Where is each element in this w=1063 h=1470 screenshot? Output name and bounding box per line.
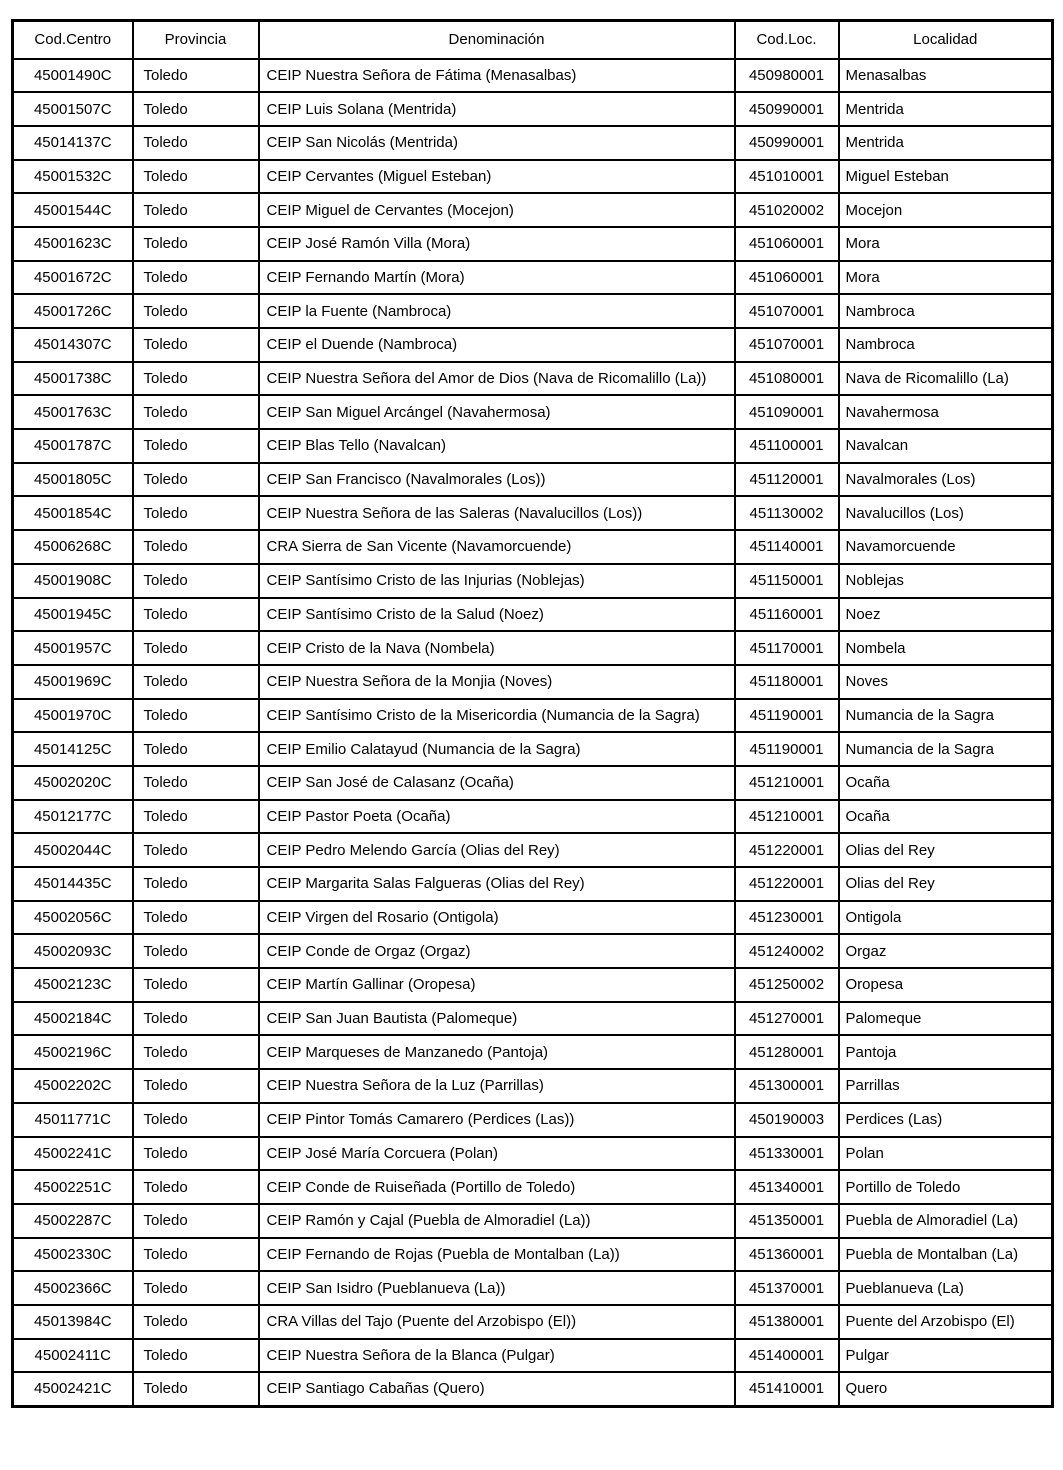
- table-cell-denominacion: CEIP Nuestra Señora del Amor de Dios (Nava de Ricomalillo (La)): [259, 362, 735, 396]
- table-cell-denominacion: CEIP Cristo de la Nava (Nombela): [259, 631, 735, 665]
- table-cell-cod_centro: 45001726C: [13, 294, 133, 328]
- table-cell-denominacion: CEIP Ramón y Cajal (Puebla de Almoradiel (La)): [259, 1204, 735, 1238]
- table-cell-cod_centro: 45002251C: [13, 1170, 133, 1204]
- table-cell-denominacion: CEIP Nuestra Señora de Fátima (Menasalbas): [259, 59, 735, 93]
- table-cell-cod_loc: 451060001: [735, 227, 839, 261]
- table-cell-denominacion: CEIP la Fuente (Nambroca): [259, 294, 735, 328]
- table-cell-cod_loc: 451010001: [735, 160, 839, 194]
- table-row: [13, 429, 1053, 463]
- table-cell-provincia: Toledo: [133, 227, 259, 261]
- table-cell-denominacion: CEIP San Isidro (Pueblanueva (La)): [259, 1271, 735, 1305]
- table-cell-provincia: Toledo: [133, 160, 259, 194]
- table-cell-cod_centro: 45012177C: [13, 800, 133, 834]
- table-cell-cod_loc: 451210001: [735, 766, 839, 800]
- table-cell-cod_loc: 451140001: [735, 530, 839, 564]
- table-cell-cod_loc: 451410001: [735, 1372, 839, 1406]
- table-cell-cod_loc: 451270001: [735, 1002, 839, 1036]
- table-row: [13, 160, 1053, 194]
- table-row: [13, 665, 1053, 699]
- table-cell-cod_centro: 45001854C: [13, 496, 133, 530]
- table-cell-provincia: Toledo: [133, 766, 259, 800]
- table-cell-localidad: Mora: [839, 261, 1053, 295]
- table-cell-provincia: Toledo: [133, 732, 259, 766]
- table-cell-localidad: Navamorcuende: [839, 530, 1053, 564]
- table-cell-cod_loc: 451240002: [735, 934, 839, 968]
- table-cell-denominacion: CEIP Pintor Tomás Camarero (Perdices (Las)): [259, 1103, 735, 1137]
- document-page: [11, 19, 1054, 1408]
- table-cell-localidad: Olias del Rey: [839, 833, 1053, 867]
- table-cell-cod_centro: 45002421C: [13, 1372, 133, 1406]
- table-cell-denominacion: CEIP Conde de Ruiseñada (Portillo de Toledo): [259, 1170, 735, 1204]
- table-cell-denominacion: CEIP Nuestra Señora de la Blanca (Pulgar): [259, 1339, 735, 1373]
- table-cell-cod_loc: 451070001: [735, 294, 839, 328]
- table-cell-provincia: Toledo: [133, 934, 259, 968]
- table-cell-cod_centro: 45001969C: [13, 665, 133, 699]
- table-cell-provincia: Toledo: [133, 1204, 259, 1238]
- table-cell-provincia: Toledo: [133, 1170, 259, 1204]
- table-cell-provincia: Toledo: [133, 867, 259, 901]
- table-row: [13, 732, 1053, 766]
- table-cell-cod_loc: 451230001: [735, 901, 839, 935]
- table-cell-cod_centro: 45001490C: [13, 59, 133, 93]
- table-cell-localidad: Numancia de la Sagra: [839, 699, 1053, 733]
- table-cell-cod_loc: 451300001: [735, 1069, 839, 1103]
- table-row: [13, 699, 1053, 733]
- table-cell-denominacion: CEIP Santísimo Cristo de la Misericordia (Numancia de la Sagra): [259, 699, 735, 733]
- table-row: [13, 463, 1053, 497]
- table-cell-localidad: Mocejon: [839, 193, 1053, 227]
- table-cell-cod_loc: 451130002: [735, 496, 839, 530]
- table-cell-provincia: Toledo: [133, 1137, 259, 1171]
- table-row: [13, 1170, 1053, 1204]
- table-cell-denominacion: CEIP Nuestra Señora de las Saleras (Navalucillos (Los)): [259, 496, 735, 530]
- table-cell-cod_centro: 45002196C: [13, 1035, 133, 1069]
- table-cell-denominacion: CEIP José Ramón Villa (Mora): [259, 227, 735, 261]
- table-cell-denominacion: CEIP Fernando Martín (Mora): [259, 261, 735, 295]
- table-cell-cod_loc: 451080001: [735, 362, 839, 396]
- table-cell-cod_loc: 451070001: [735, 328, 839, 362]
- table-cell-localidad: Nombela: [839, 631, 1053, 665]
- table-cell-localidad: Navalucillos (Los): [839, 496, 1053, 530]
- table-cell-localidad: Mentrida: [839, 92, 1053, 126]
- table-cell-cod_loc: 451060001: [735, 261, 839, 295]
- table-cell-cod_loc: 450990001: [735, 92, 839, 126]
- table-cell-cod_centro: 45001738C: [13, 362, 133, 396]
- table-row: [13, 193, 1053, 227]
- table-cell-provincia: Toledo: [133, 598, 259, 632]
- table-row: [13, 294, 1053, 328]
- table-cell-denominacion: CEIP Conde de Orgaz (Orgaz): [259, 934, 735, 968]
- table-cell-provincia: Toledo: [133, 395, 259, 429]
- table-cell-localidad: Puente del Arzobispo (El): [839, 1305, 1053, 1339]
- table-cell-denominacion: CEIP Margarita Salas Falgueras (Olias del Rey): [259, 867, 735, 901]
- table-cell-denominacion: CEIP Santísimo Cristo de la Salud (Noez): [259, 598, 735, 632]
- table-cell-cod_centro: 45002093C: [13, 934, 133, 968]
- table-cell-localidad: Navalcan: [839, 429, 1053, 463]
- table-row: [13, 564, 1053, 598]
- table-cell-provincia: Toledo: [133, 59, 259, 93]
- table-cell-provincia: Toledo: [133, 564, 259, 598]
- table-cell-denominacion: CEIP Miguel de Cervantes (Mocejon): [259, 193, 735, 227]
- table-cell-provincia: Toledo: [133, 463, 259, 497]
- table-cell-localidad: Ontigola: [839, 901, 1053, 935]
- table-row: [13, 1035, 1053, 1069]
- table-cell-cod_centro: 45001672C: [13, 261, 133, 295]
- table-row: [13, 833, 1053, 867]
- table-cell-provincia: Toledo: [133, 1372, 259, 1406]
- table-cell-localidad: Quero: [839, 1372, 1053, 1406]
- table-cell-provincia: Toledo: [133, 1069, 259, 1103]
- table-cell-cod_centro: 45001544C: [13, 193, 133, 227]
- table-cell-provincia: Toledo: [133, 294, 259, 328]
- table-cell-cod_centro: 45002184C: [13, 1002, 133, 1036]
- table-row: [13, 1103, 1053, 1137]
- table-cell-provincia: Toledo: [133, 833, 259, 867]
- table-cell-cod_loc: 451350001: [735, 1204, 839, 1238]
- table-cell-cod_centro: 45001763C: [13, 395, 133, 429]
- table-cell-denominacion: CEIP Martín Gallinar (Oropesa): [259, 968, 735, 1002]
- table-cell-cod_centro: 45011771C: [13, 1103, 133, 1137]
- table-cell-cod_centro: 45001970C: [13, 699, 133, 733]
- table-cell-cod_centro: 45014307C: [13, 328, 133, 362]
- table-row: [13, 126, 1053, 160]
- table-row: [13, 934, 1053, 968]
- table-cell-cod_loc: 450190003: [735, 1103, 839, 1137]
- table-cell-denominacion: CEIP Emilio Calatayud (Numancia de la Sagra): [259, 732, 735, 766]
- table-cell-provincia: Toledo: [133, 429, 259, 463]
- table-row: [13, 1137, 1053, 1171]
- table-cell-localidad: Mentrida: [839, 126, 1053, 160]
- table-cell-denominacion: CEIP Pastor Poeta (Ocaña): [259, 800, 735, 834]
- table-cell-cod_centro: 45002330C: [13, 1238, 133, 1272]
- table-cell-denominacion: CRA Sierra de San Vicente (Navamorcuende): [259, 530, 735, 564]
- table-cell-localidad: Navalmorales (Los): [839, 463, 1053, 497]
- table-row: [13, 1002, 1053, 1036]
- table-cell-provincia: Toledo: [133, 1103, 259, 1137]
- table-cell-cod_loc: 451020002: [735, 193, 839, 227]
- table-cell-localidad: Puebla de Montalban (La): [839, 1238, 1053, 1272]
- table-cell-cod_centro: 45014125C: [13, 732, 133, 766]
- table-cell-cod_loc: 451170001: [735, 631, 839, 665]
- table-row: [13, 1372, 1053, 1406]
- column-header-provincia: Provincia: [133, 21, 259, 59]
- table-cell-cod_loc: 451370001: [735, 1271, 839, 1305]
- table-cell-cod_centro: 45013984C: [13, 1305, 133, 1339]
- table-cell-localidad: Menasalbas: [839, 59, 1053, 93]
- table-cell-cod_centro: 45001805C: [13, 463, 133, 497]
- table-row: [13, 1271, 1053, 1305]
- table-cell-cod_centro: 45001787C: [13, 429, 133, 463]
- table-row: [13, 631, 1053, 665]
- column-header-denominacion: Denominación: [259, 21, 735, 59]
- table-cell-provincia: Toledo: [133, 968, 259, 1002]
- table-row: [13, 1204, 1053, 1238]
- table-cell-denominacion: CEIP Luis Solana (Mentrida): [259, 92, 735, 126]
- table-cell-provincia: Toledo: [133, 1271, 259, 1305]
- table-cell-cod_loc: 451180001: [735, 665, 839, 699]
- table-row: [13, 766, 1053, 800]
- table-cell-denominacion: CEIP San José de Calasanz (Ocaña): [259, 766, 735, 800]
- column-header-cod_loc: Cod.Loc.: [735, 21, 839, 59]
- table-cell-cod_centro: 45001957C: [13, 631, 133, 665]
- table-cell-cod_loc: 451340001: [735, 1170, 839, 1204]
- table-cell-cod_centro: 45001623C: [13, 227, 133, 261]
- table-cell-localidad: Nambroca: [839, 328, 1053, 362]
- table-cell-denominacion: CEIP Blas Tello (Navalcan): [259, 429, 735, 463]
- table-cell-localidad: Palomeque: [839, 1002, 1053, 1036]
- table-cell-localidad: Pueblanueva (La): [839, 1271, 1053, 1305]
- table-row: [13, 395, 1053, 429]
- table-cell-localidad: Nava de Ricomalillo (La): [839, 362, 1053, 396]
- table-row: [13, 968, 1053, 1002]
- table-cell-cod_loc: 451100001: [735, 429, 839, 463]
- table-header-row: [13, 21, 1053, 59]
- table-row: [13, 92, 1053, 126]
- table-cell-localidad: Noez: [839, 598, 1053, 632]
- table-cell-cod_centro: 45002044C: [13, 833, 133, 867]
- table-cell-provincia: Toledo: [133, 800, 259, 834]
- table-cell-localidad: Puebla de Almoradiel (La): [839, 1204, 1053, 1238]
- table-cell-localidad: Parrillas: [839, 1069, 1053, 1103]
- table-row: [13, 867, 1053, 901]
- table-cell-cod_centro: 45006268C: [13, 530, 133, 564]
- table-cell-localidad: Pulgar: [839, 1339, 1053, 1373]
- table-cell-denominacion: CEIP Nuestra Señora de la Monjia (Noves): [259, 665, 735, 699]
- table-row: [13, 362, 1053, 396]
- table-cell-provincia: Toledo: [133, 1238, 259, 1272]
- column-header-localidad: Localidad: [839, 21, 1053, 59]
- table-cell-cod_loc: 451280001: [735, 1035, 839, 1069]
- table-cell-cod_centro: 45001908C: [13, 564, 133, 598]
- table-cell-denominacion: CEIP Marqueses de Manzanedo (Pantoja): [259, 1035, 735, 1069]
- table-cell-denominacion: CEIP Fernando de Rojas (Puebla de Montalban (La)): [259, 1238, 735, 1272]
- table-cell-cod_centro: 45002056C: [13, 901, 133, 935]
- table-cell-localidad: Ocaña: [839, 766, 1053, 800]
- table-cell-localidad: Noblejas: [839, 564, 1053, 598]
- table-row: [13, 530, 1053, 564]
- table-row: [13, 1339, 1053, 1373]
- table-cell-cod_centro: 45002287C: [13, 1204, 133, 1238]
- table-cell-localidad: Orgaz: [839, 934, 1053, 968]
- column-header-cod_centro: Cod.Centro: [13, 21, 133, 59]
- table-cell-cod_centro: 45001945C: [13, 598, 133, 632]
- table-row: [13, 59, 1053, 93]
- table-cell-provincia: Toledo: [133, 530, 259, 564]
- table-row: [13, 328, 1053, 362]
- table-cell-cod_loc: 451330001: [735, 1137, 839, 1171]
- table-cell-cod_loc: 450990001: [735, 126, 839, 160]
- table-cell-provincia: Toledo: [133, 328, 259, 362]
- table-cell-cod_loc: 451400001: [735, 1339, 839, 1373]
- table-cell-localidad: Miguel Esteban: [839, 160, 1053, 194]
- table-row: [13, 496, 1053, 530]
- table-cell-cod_loc: 451380001: [735, 1305, 839, 1339]
- table-cell-localidad: Mora: [839, 227, 1053, 261]
- table-cell-provincia: Toledo: [133, 1305, 259, 1339]
- table-cell-provincia: Toledo: [133, 1035, 259, 1069]
- table-cell-provincia: Toledo: [133, 362, 259, 396]
- table-cell-cod_centro: 45014435C: [13, 867, 133, 901]
- table-cell-provincia: Toledo: [133, 1339, 259, 1373]
- table-cell-cod_loc: 451150001: [735, 564, 839, 598]
- table-cell-provincia: Toledo: [133, 699, 259, 733]
- table-row: [13, 598, 1053, 632]
- table-cell-provincia: Toledo: [133, 92, 259, 126]
- table-cell-cod_centro: 45002202C: [13, 1069, 133, 1103]
- table-cell-cod_loc: 451190001: [735, 732, 839, 766]
- table-cell-localidad: Ocaña: [839, 800, 1053, 834]
- table-cell-cod_loc: 451160001: [735, 598, 839, 632]
- table-cell-provincia: Toledo: [133, 126, 259, 160]
- table-cell-denominacion: CEIP San Miguel Arcángel (Navahermosa): [259, 395, 735, 429]
- table-cell-cod_centro: 45002411C: [13, 1339, 133, 1373]
- table-cell-denominacion: CEIP San Francisco (Navalmorales (Los)): [259, 463, 735, 497]
- table-row: [13, 261, 1053, 295]
- table-cell-localidad: Polan: [839, 1137, 1053, 1171]
- table-row: [13, 1238, 1053, 1272]
- table-cell-cod_loc: 450980001: [735, 59, 839, 93]
- table-cell-denominacion: CEIP San Juan Bautista (Palomeque): [259, 1002, 735, 1036]
- table-cell-cod_centro: 45001507C: [13, 92, 133, 126]
- table-row: [13, 901, 1053, 935]
- table-row: [13, 1305, 1053, 1339]
- table-cell-localidad: Portillo de Toledo: [839, 1170, 1053, 1204]
- table-cell-denominacion: CEIP Santísimo Cristo de las Injurias (Noblejas): [259, 564, 735, 598]
- table-cell-denominacion: CEIP el Duende (Nambroca): [259, 328, 735, 362]
- table-cell-localidad: Numancia de la Sagra: [839, 732, 1053, 766]
- table-cell-denominacion: CEIP San Nicolás (Mentrida): [259, 126, 735, 160]
- table-cell-denominacion: CEIP Cervantes (Miguel Esteban): [259, 160, 735, 194]
- table-cell-cod_loc: 451120001: [735, 463, 839, 497]
- table-cell-cod_centro: 45002020C: [13, 766, 133, 800]
- table-cell-provincia: Toledo: [133, 261, 259, 295]
- table-cell-cod_centro: 45002123C: [13, 968, 133, 1002]
- table-cell-cod_loc: 451190001: [735, 699, 839, 733]
- table-cell-denominacion: CEIP José María Corcuera (Polan): [259, 1137, 735, 1171]
- table-cell-localidad: Oropesa: [839, 968, 1053, 1002]
- table-cell-cod_centro: 45014137C: [13, 126, 133, 160]
- table-cell-cod_loc: 451360001: [735, 1238, 839, 1272]
- table-body: [13, 59, 1053, 1407]
- schools-table: [11, 19, 1054, 1408]
- table-cell-provincia: Toledo: [133, 496, 259, 530]
- table-cell-localidad: Perdices (Las): [839, 1103, 1053, 1137]
- table-cell-provincia: Toledo: [133, 1002, 259, 1036]
- table-cell-localidad: Olias del Rey: [839, 867, 1053, 901]
- table-cell-cod_loc: 451220001: [735, 833, 839, 867]
- table-cell-localidad: Pantoja: [839, 1035, 1053, 1069]
- table-cell-cod_centro: 45002241C: [13, 1137, 133, 1171]
- table-cell-denominacion: CEIP Virgen del Rosario (Ontigola): [259, 901, 735, 935]
- table-cell-cod_loc: 451250002: [735, 968, 839, 1002]
- table-cell-provincia: Toledo: [133, 193, 259, 227]
- table-cell-localidad: Nambroca: [839, 294, 1053, 328]
- table-cell-cod_loc: 451090001: [735, 395, 839, 429]
- table-row: [13, 227, 1053, 261]
- table-cell-cod_centro: 45001532C: [13, 160, 133, 194]
- table-cell-cod_centro: 45002366C: [13, 1271, 133, 1305]
- table-cell-denominacion: CRA Villas del Tajo (Puente del Arzobispo (El)): [259, 1305, 735, 1339]
- table-cell-cod_loc: 451210001: [735, 800, 839, 834]
- table-cell-localidad: Navahermosa: [839, 395, 1053, 429]
- table-row: [13, 1069, 1053, 1103]
- table-cell-denominacion: CEIP Pedro Melendo García (Olias del Rey): [259, 833, 735, 867]
- table-cell-denominacion: CEIP Santiago Cabañas (Quero): [259, 1372, 735, 1406]
- table-cell-provincia: Toledo: [133, 665, 259, 699]
- table-cell-provincia: Toledo: [133, 901, 259, 935]
- table-cell-denominacion: CEIP Nuestra Señora de la Luz (Parrillas): [259, 1069, 735, 1103]
- table-row: [13, 800, 1053, 834]
- table-cell-cod_loc: 451220001: [735, 867, 839, 901]
- table-cell-localidad: Noves: [839, 665, 1053, 699]
- table-cell-provincia: Toledo: [133, 631, 259, 665]
